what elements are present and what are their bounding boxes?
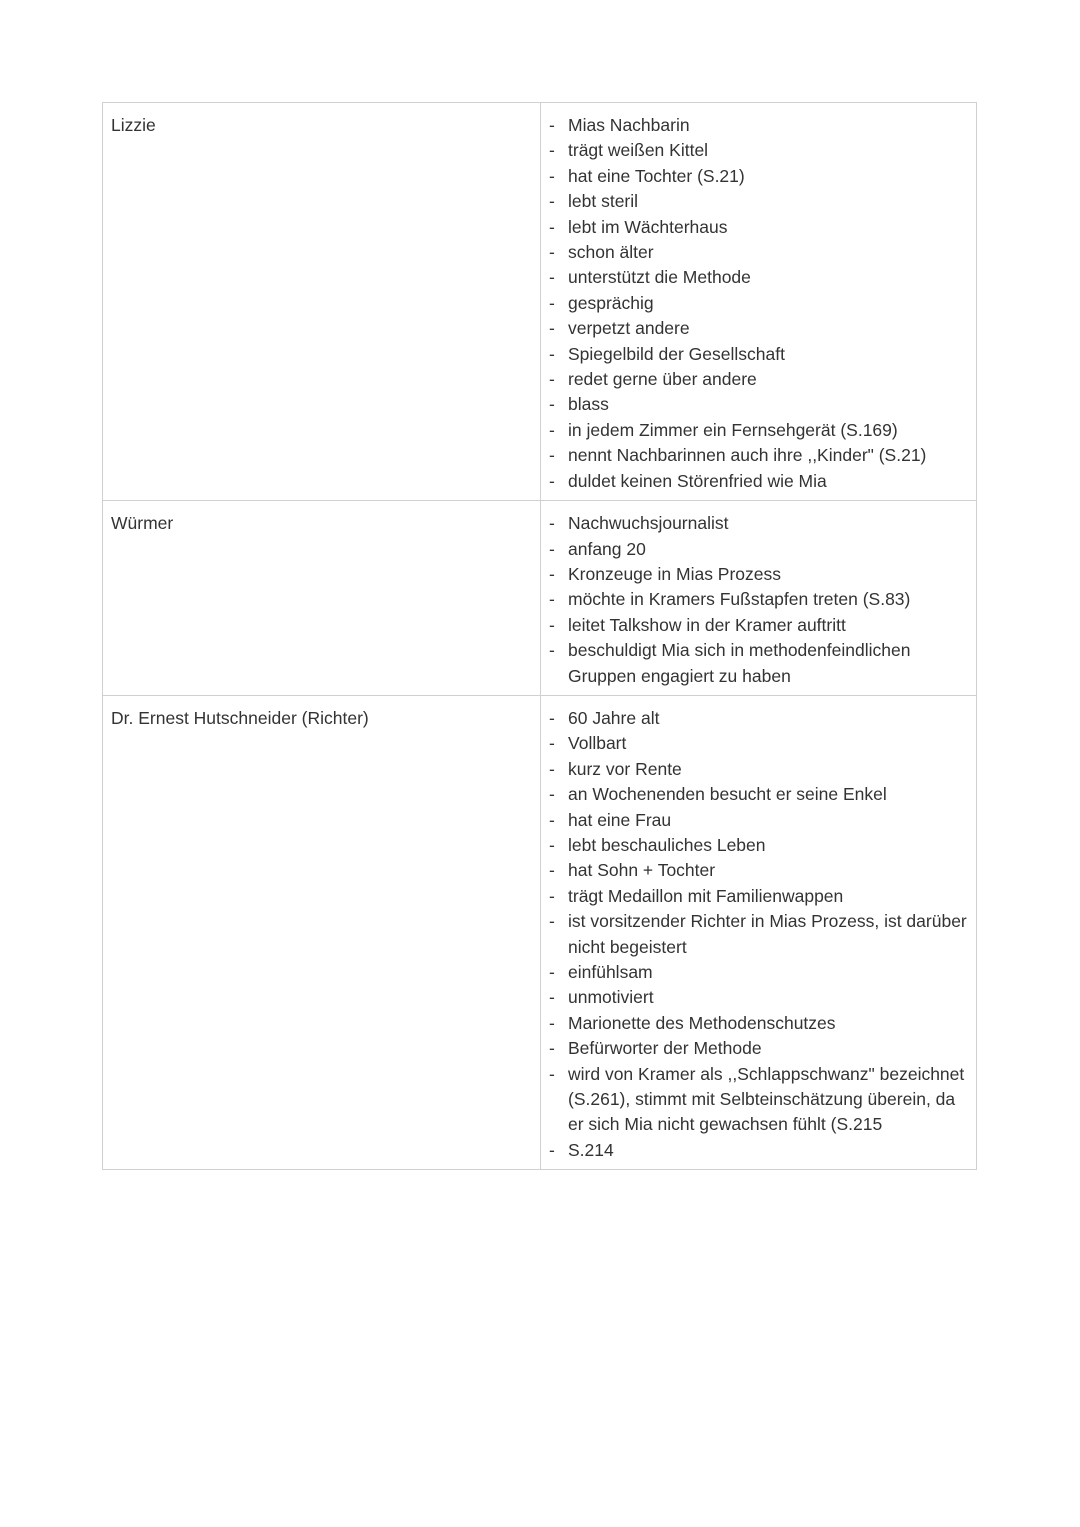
list-item: - hat Sohn + Tochter xyxy=(547,858,968,883)
list-item: - 60 Jahre alt xyxy=(547,706,968,731)
list-item: - S.214 xyxy=(547,1138,968,1163)
list-item: - ist vorsitzender Richter in Mias Prozess, ist darüber nicht begeistert xyxy=(547,909,968,960)
list-item: - trägt weißen Kittel xyxy=(547,138,968,163)
character-traits-cell xyxy=(541,501,977,696)
list-item: - hat eine Frau xyxy=(547,808,968,833)
list-item: - in jedem Zimmer ein Fernsehgerät (S.169) xyxy=(547,418,968,443)
list-item: - Befürworter der Methode xyxy=(547,1036,968,1061)
trait-list xyxy=(547,706,968,1163)
character-table xyxy=(102,102,977,1170)
list-item: - Vollbart xyxy=(547,731,968,756)
list-item: - unmotiviert xyxy=(547,985,968,1010)
list-item: - unterstützt die Methode xyxy=(547,265,968,290)
list-item: - lebt beschauliches Leben xyxy=(547,833,968,858)
list-item: - Mias Nachbarin xyxy=(547,113,968,138)
list-item: - leitet Talkshow in der Kramer auftritt xyxy=(547,613,968,638)
list-item: - trägt Medaillon mit Familienwappen xyxy=(547,884,968,909)
list-item: - lebt steril xyxy=(547,189,968,214)
character-name-cell xyxy=(103,103,541,501)
list-item: - einfühlsam xyxy=(547,960,968,985)
list-item: - schon älter xyxy=(547,240,968,265)
character-traits-cell xyxy=(541,695,977,1169)
list-item: - Spiegelbild der Gesellschaft xyxy=(547,342,968,367)
table-row xyxy=(103,695,977,1169)
list-item: - anfang 20 xyxy=(547,537,968,562)
list-item: - blass xyxy=(547,392,968,417)
list-item: - Marionette des Methodenschutzes xyxy=(547,1011,968,1036)
list-item: - hat eine Tochter (S.21) xyxy=(547,164,968,189)
character-name-cell xyxy=(103,695,541,1169)
list-item: - an Wochenenden besucht er seine Enkel xyxy=(547,782,968,807)
list-item: - nennt Nachbarinnen auch ihre ,,Kinder" (S.21) xyxy=(547,443,968,468)
trait-list xyxy=(547,511,968,689)
list-item: - wird von Kramer als ,,Schlappschwanz" bezeichnet (S.261), stimmt mit Selbteinschätzung überein, da er sich Mia nicht gewachsen fühlt (S.215 xyxy=(547,1062,968,1138)
list-item: - möchte in Kramers Fußstapfen treten (S.83) xyxy=(547,587,968,612)
list-item: - redet gerne über andere xyxy=(547,367,968,392)
character-name: Dr. Ernest Hutschneider (Richter) xyxy=(111,707,369,728)
list-item: - Nachwuchsjournalist xyxy=(547,511,968,536)
character-name: Lizzie xyxy=(111,115,156,135)
list-item: - duldet keinen Störenfried wie Mia xyxy=(547,469,968,494)
table-row xyxy=(103,103,977,501)
character-traits-cell xyxy=(541,103,977,501)
character-name-cell xyxy=(103,501,541,696)
character-name: Würmer xyxy=(111,513,174,534)
list-item: - kurz vor Rente xyxy=(547,757,968,782)
trait-list xyxy=(547,113,968,494)
table-row xyxy=(103,501,977,696)
list-item: - Kronzeuge in Mias Prozess xyxy=(547,562,968,587)
list-item: - gesprächig xyxy=(547,291,968,316)
list-item: - beschuldigt Mia sich in methodenfeindlichen Gruppen engagiert zu haben xyxy=(547,638,968,689)
list-item: - verpetzt andere xyxy=(547,316,968,341)
list-item: - lebt im Wächterhaus xyxy=(547,215,968,240)
